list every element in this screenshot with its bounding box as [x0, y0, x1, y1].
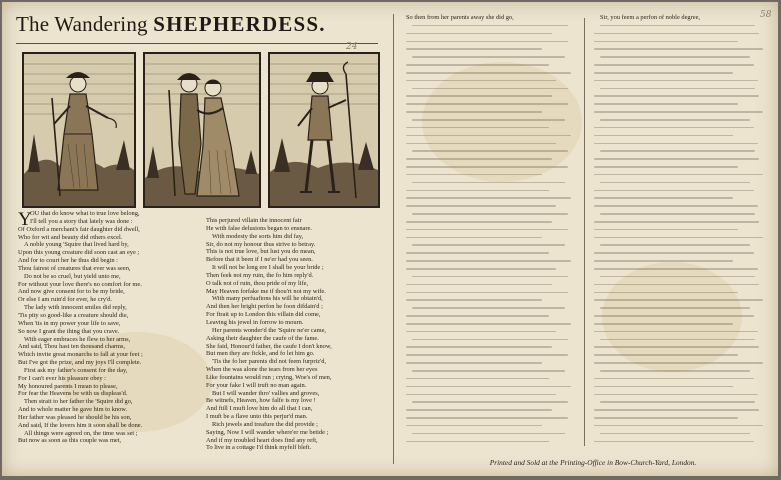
- illegible-verse-line: [594, 132, 733, 140]
- verse-line: O talk not of ruin, thou pride of my life,: [206, 279, 309, 287]
- illegible-verse-line: [406, 383, 571, 391]
- illegible-verse-line: [594, 391, 758, 399]
- woodcut-shepherd: [268, 52, 380, 208]
- verse-line: And said, If the lovers him it soon shall be done.: [18, 421, 143, 429]
- illegible-verse-line: [594, 124, 754, 132]
- verse-line: For fear the Heavens be with us displeas'd.: [18, 390, 128, 398]
- ballad-column-4: [594, 14, 770, 445]
- illegible-verse-line: [594, 140, 758, 148]
- illegible-verse-line: [406, 140, 556, 148]
- illegible-verse-line: [594, 85, 749, 93]
- verse-line: And if my troubled heart does find any reft,: [206, 436, 318, 444]
- verse-line: Upon this young creature did soon cast an eye ;: [18, 249, 140, 257]
- verse-line: Her parents wonder'd the 'Squire ne'er came,: [212, 326, 327, 334]
- illegible-verse-line: [594, 249, 754, 257]
- illegible-verse-line: [594, 147, 749, 155]
- illegible-verse-line: [406, 438, 549, 446]
- illegible-verse-line: [406, 194, 571, 202]
- illegible-verse-line: [406, 312, 549, 320]
- verse-line: For without your love there's no comfort for me.: [18, 280, 142, 288]
- verse-line: This is not true love, but lust you do mean,: [206, 248, 316, 256]
- verse-line: 'Tis pity so good-like a creature should die,: [18, 311, 129, 319]
- illegible-verse-line: [406, 391, 556, 399]
- illegible-verse-line: [406, 69, 571, 77]
- column-divider: [393, 14, 394, 464]
- illegible-verse-line: [406, 343, 552, 351]
- illegible-verse-line: [594, 336, 749, 344]
- verse-line: With eager embraces he flew to her arms,: [24, 335, 131, 343]
- drop-cap: Y: [18, 209, 32, 230]
- illegible-verse-line: [594, 163, 738, 171]
- illegible-verse-line: [594, 210, 749, 218]
- verse-line: 'Tis the fo her parents did not feem furpriz'd,: [212, 358, 327, 366]
- illegible-verse-line: [406, 367, 559, 375]
- illegible-verse-line: [406, 163, 568, 171]
- verse-line: Saying, Now I will wander where'er me betide ;: [206, 428, 329, 436]
- illegible-verse-line: [594, 194, 733, 202]
- illegible-verse-line: [594, 312, 754, 320]
- illegible-verse-line: [594, 343, 759, 351]
- verse-line: Then strait to her father the 'Squire did go,: [24, 398, 133, 406]
- verse-line: All things were agreed on, the time was set ;: [24, 429, 138, 437]
- verse-line: For I can't ever his pleasure obey :: [18, 374, 106, 382]
- pencil-mark-page-number: 58: [760, 10, 772, 20]
- verse-line: Or else I am ruin'd for ever, he cry'd.: [18, 296, 112, 304]
- illegible-verse-line: [406, 100, 568, 108]
- illegible-verse-line: [594, 155, 759, 163]
- verse-line: To live in a cottage I'd think myfelf bleft.: [206, 444, 312, 452]
- illegible-verse-line: [406, 85, 562, 93]
- verse-line: This perjured villain the innocent fair: [206, 217, 302, 224]
- ballad-column-1: [18, 210, 202, 445]
- illegible-verse-line: [406, 22, 562, 30]
- verse-line: Like fountains would run ; crying, Woe's of men,: [206, 373, 332, 381]
- illegible-verse-line: [406, 108, 542, 116]
- illegible-verse-line: [406, 45, 542, 53]
- illegible-verse-line: [594, 430, 744, 438]
- illegible-verse-line: [406, 218, 552, 226]
- verse-line: Asking their daughter the caufe of the fame.: [206, 334, 319, 342]
- title-underline: [16, 43, 378, 44]
- illegible-verse-line: [406, 351, 568, 359]
- illegible-verse-line: [594, 69, 733, 77]
- illegible-verse-line: [406, 273, 562, 281]
- illegible-verse-line: [594, 265, 758, 273]
- illegible-verse-line: [406, 430, 559, 438]
- verse-line: She faid, Honour'd father, the caufe I don't know,: [206, 342, 332, 350]
- illegible-verse-line: [406, 38, 568, 46]
- illegible-verse-lines: [594, 22, 770, 446]
- illegible-verse-line: [406, 281, 552, 289]
- verse-line: So now I grant the thing that you crave.: [18, 327, 120, 335]
- column-divider: [584, 18, 585, 446]
- verse-line: Then feek not my ruin, the fo him reply'd.: [206, 271, 314, 279]
- illegible-verse-line: [406, 328, 556, 336]
- illegible-verse-line: [594, 22, 749, 30]
- illegible-verse-line: [594, 30, 759, 38]
- illegible-verse-line: [406, 234, 542, 242]
- illegible-verse-line: [406, 289, 568, 297]
- illegible-verse-line: [594, 257, 733, 265]
- illegible-verse-line: [406, 320, 571, 328]
- illegible-verse-line: [594, 289, 738, 297]
- illegible-verse-line: [594, 38, 738, 46]
- illegible-verse-line: [594, 406, 759, 414]
- verse-line: When the was alone the tears from her eyes: [206, 366, 318, 374]
- verse-line: For your fake I will truft no man again.: [206, 381, 307, 389]
- illegible-verse-line: [406, 132, 571, 140]
- illegible-verse-line: [406, 77, 556, 85]
- illegible-verse-line: [406, 296, 542, 304]
- illegible-verse-line: [406, 406, 552, 414]
- illegible-verse-line: [594, 359, 763, 367]
- verse-line: And said, Thou hast ten thousand charms,: [18, 343, 126, 351]
- verse-line: So then from her parents away she did go,: [406, 14, 514, 21]
- verse-line: And for to court her he thus did begin :: [18, 257, 118, 265]
- illegible-verse-line: [594, 438, 754, 446]
- illegible-verse-line: [594, 320, 733, 328]
- verse-line: Which invite great monarchs to fall at your feet ;: [18, 351, 143, 359]
- illegible-verse-line: [406, 179, 559, 187]
- verse-line: But now as soon as this couple was met,: [18, 437, 122, 445]
- illegible-verse-line: [594, 171, 763, 179]
- verse-line: Thou fairest of creatures that ever was seen,: [18, 264, 131, 272]
- illegible-verse-line: [594, 108, 763, 116]
- illegible-verse-line: [594, 375, 754, 383]
- verse-line: Leaving his jewel in forrow to mourn.: [206, 318, 304, 326]
- illegible-verse-line: [594, 414, 738, 422]
- illegible-verse-line: [406, 249, 549, 257]
- illegible-verse-line: [594, 100, 738, 108]
- verse-line: But men they are fickle, and fo let him go.: [206, 350, 315, 358]
- shepherd-figure-icon: [270, 54, 378, 206]
- woodcut-couple: [143, 52, 261, 208]
- illegible-verse-line: [594, 241, 744, 249]
- illegible-verse-line: [594, 179, 744, 187]
- illegible-verse-line: [594, 234, 763, 242]
- verse-line: And now give consent for to be my bride,: [18, 288, 125, 296]
- illegible-verse-line: [594, 202, 758, 210]
- verse-line: The lady with innocent smiles did reply,: [24, 304, 127, 312]
- verse-line: With many perfuafions his will he obtain'd,: [212, 295, 323, 303]
- verse-line: But I will wander thro' vallies and groves,: [212, 389, 320, 397]
- illegible-verse-line: [406, 359, 542, 367]
- illegible-verse-line: [594, 226, 738, 234]
- verse-line: Sir, do not my honour thus strive to betray.: [206, 240, 316, 248]
- illegible-verse-line: [406, 336, 562, 344]
- ballad-column-2: [206, 217, 390, 452]
- illegible-verse-line: [406, 304, 559, 312]
- verse-line: And then her bright perfon he foon difdain'd ;: [206, 303, 323, 311]
- woodcut-shepherdess: [22, 52, 136, 208]
- verse-line: And to whole matter he gave him to know.: [18, 406, 128, 414]
- verse-line: Do not be so cruel, but yield unto me,: [24, 272, 121, 280]
- illegible-verse-line: [594, 422, 763, 430]
- title-main: The Wandering: [16, 12, 148, 36]
- illegible-verse-line: [594, 92, 759, 100]
- illegible-verse-line: [406, 30, 552, 38]
- verse-line: For ftrait up to London this villain did come,: [206, 311, 321, 319]
- verse-line: Who for wit and beauty did others excel.: [18, 233, 123, 241]
- verse-line: Before that it been if I ne'er had you seen.: [206, 256, 313, 264]
- illegible-verse-line: [594, 273, 749, 281]
- illegible-verse-line: [594, 187, 754, 195]
- illegible-verse-line: [406, 61, 549, 69]
- illegible-verse-line: [594, 328, 758, 336]
- illegible-verse-line: [406, 124, 549, 132]
- verse-line: Be witnefs, Heaven, how falfe is my love !: [206, 397, 316, 405]
- illegible-verse-line: [406, 202, 556, 210]
- illegible-verse-line: [594, 61, 754, 69]
- ballad-sheet: [2, 2, 778, 476]
- illegible-verse-line: [406, 265, 556, 273]
- imprint-line: Printed and Sold at the Printing-Office in Bow-Church-Yard, London.: [489, 458, 697, 467]
- illegible-verse-line: [594, 296, 763, 304]
- shepherdess-figure-icon: [24, 54, 134, 206]
- page-title: [16, 12, 378, 46]
- illegible-verse-line: [406, 398, 562, 406]
- illegible-verse-line: [594, 351, 738, 359]
- embracing-couple-icon: [145, 54, 259, 206]
- illegible-verse-line: [406, 241, 559, 249]
- illegible-verse-line: [594, 281, 759, 289]
- illegible-verse-line: [594, 367, 744, 375]
- verse-line: And ftill I muft love him do all that I can,: [206, 405, 313, 413]
- illegible-verse-line: [406, 375, 549, 383]
- verse-line: But I've got the prize, and my joys I'll complete.: [18, 359, 142, 367]
- illegible-verse-line: [406, 155, 552, 163]
- verse-line: Of Oxford a merchant's fair daughter did dwell,: [18, 225, 140, 233]
- illegible-verse-line: [594, 53, 744, 61]
- illegible-verse-line: [406, 422, 542, 430]
- illegible-verse-line: [406, 53, 559, 61]
- verse-line: When 'tis in my power your life to save,: [18, 319, 121, 327]
- ballad-column-3: [406, 14, 576, 445]
- verse-line: It will not be long ere I shall be your bride ;: [212, 264, 324, 272]
- illegible-verse-line: [594, 398, 749, 406]
- verse-line: First ask my father's consent for the day,: [24, 366, 128, 374]
- illegible-verse-line: [406, 210, 562, 218]
- title-emphasis: SHEPHERDESS.: [153, 12, 326, 36]
- illegible-verse-line: [406, 414, 568, 422]
- verse-line: May Heaven forfake me if thou'rt not my wife.: [206, 287, 326, 295]
- illegible-verse-line: [594, 77, 758, 85]
- verse-line: Sir, you feem a perfon of noble degree,: [600, 14, 701, 21]
- illegible-verse-line: [594, 116, 744, 124]
- illegible-verse-line: [406, 226, 568, 234]
- illegible-verse-line: [594, 45, 763, 53]
- verse-line: OU that do know what to true love belong,: [30, 210, 140, 217]
- verse-line: I'll tell you a story that lately was done :: [30, 217, 133, 225]
- verse-line: Her father was pleased he should be his son,: [18, 413, 132, 421]
- verse-line: He with false delusions began to ensnare.: [206, 224, 312, 232]
- illegible-verse-line: [594, 304, 744, 312]
- illegible-verse-line: [406, 257, 571, 265]
- verse-line: I muft be a flave unto this perjur'd man.: [206, 413, 308, 421]
- verse-line: Rich jewels and treafure the did provide ;: [212, 420, 318, 428]
- illegible-verse-line: [594, 383, 733, 391]
- illegible-verse-line: [406, 92, 552, 100]
- verse-line: With modesty the sorts him did fay,: [212, 232, 304, 240]
- illegible-verse-line: [406, 187, 549, 195]
- illegible-verse-line: [594, 218, 759, 226]
- illegible-verse-line: [406, 116, 559, 124]
- verse-line: A noble young 'Squire that lived hard by,: [24, 241, 129, 249]
- pencil-mark-middle: 24: [346, 42, 358, 52]
- illegible-verse-line: [406, 171, 542, 179]
- illegible-verse-line: [406, 147, 562, 155]
- illegible-verse-lines: [406, 22, 576, 446]
- verse-line: My honoured parents I mean to please,: [18, 382, 118, 390]
